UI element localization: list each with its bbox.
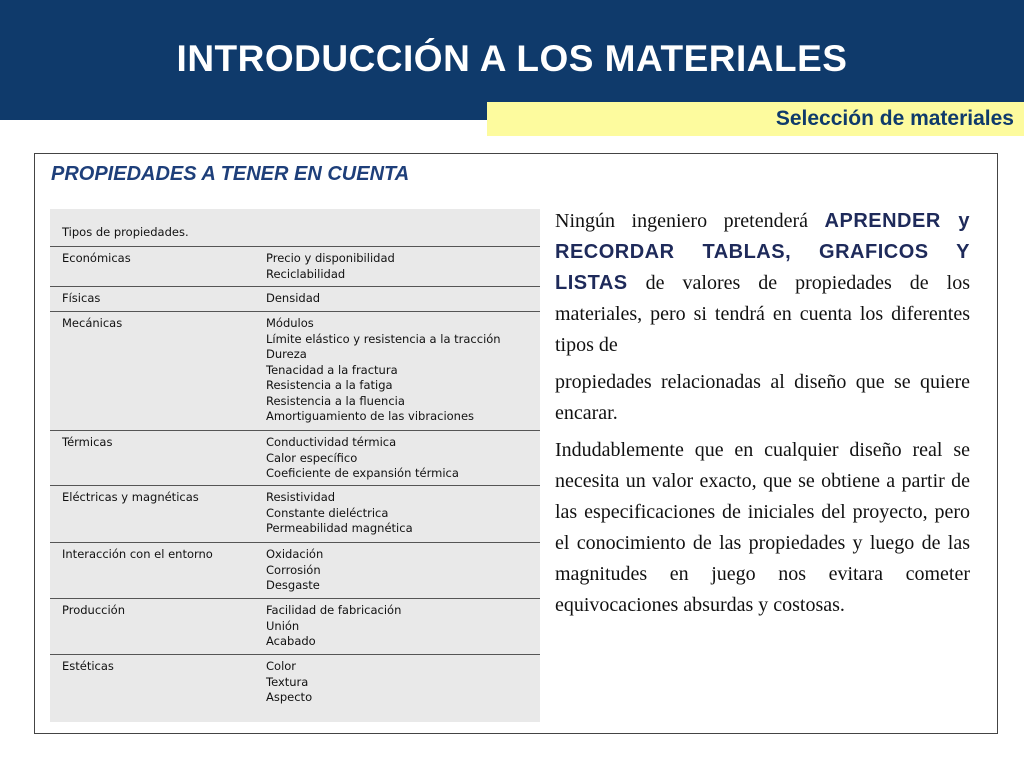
table-property: Corrosión xyxy=(266,562,321,577)
table-property: Facilidad de fabricación xyxy=(266,603,402,617)
table-property: Color xyxy=(266,659,297,673)
table-category: Mecánicas xyxy=(62,316,123,330)
content-box xyxy=(34,153,998,734)
table-properties xyxy=(266,659,312,706)
table-properties xyxy=(266,291,320,307)
table-category: Térmicas xyxy=(62,435,113,449)
paragraph-2: propiedades relacionadas al diseño que se quiere encarar. xyxy=(555,371,970,424)
table-category: Eléctricas y magnéticas xyxy=(62,490,199,504)
body-text xyxy=(555,206,970,627)
table-property: Límite elástico y resistencia a la tracción xyxy=(266,331,501,346)
table-category: Estéticas xyxy=(62,659,114,673)
table-property: Resistencia a la fatiga xyxy=(266,378,393,392)
table-header: Tipos de propiedades. xyxy=(62,225,189,239)
section-title: PROPIEDADES A TENER EN CUENTA xyxy=(51,163,410,185)
table-property: Reciclabilidad xyxy=(266,266,346,281)
paragraph-3: Indudablemente que en cualquier diseño real se necesita un valor exacto, que se obtiene a partir de las especificaciones de iniciales del proyecto, pero el conocimiento de las propiedades y luego de las magnitudes en juego nos evitara cometer equivocaciones absurdas y costosas. xyxy=(555,439,970,616)
paragraph-1-emphasis: APRENDER y RECORDAR TABLAS, GRAFICOS Y LISTAS xyxy=(555,210,971,294)
table-property: Amortiguamiento de las vibraciones xyxy=(266,409,475,423)
table-row xyxy=(50,246,540,287)
table-property: Módulos xyxy=(266,316,314,330)
paragraph-1-intro: Ningún ingeniero pretenderá xyxy=(555,210,808,232)
table-properties xyxy=(266,603,401,650)
table-row xyxy=(50,286,540,312)
slide-title: INTRODUCCIÓN A LOS MATERIALES xyxy=(176,38,848,79)
properties-table xyxy=(50,209,540,722)
slide-subtitle: Selección de materiales xyxy=(775,107,1014,130)
table-category: Producción xyxy=(62,603,125,617)
table-property: Permeabilidad magnética xyxy=(266,521,413,535)
table-category: Económicas xyxy=(62,251,131,265)
table-property: Unión xyxy=(266,618,300,633)
table-property: Resistividad xyxy=(266,490,336,504)
table-row xyxy=(50,311,540,431)
table-properties xyxy=(266,435,459,482)
table-property: Desgaste xyxy=(266,578,320,592)
table-property: Textura xyxy=(266,674,309,689)
table-row xyxy=(50,485,540,543)
table-property: Aspecto xyxy=(266,690,313,704)
table-row xyxy=(50,654,540,723)
table-property: Constante dieléctrica xyxy=(266,505,389,520)
table-category: Físicas xyxy=(62,291,101,305)
table-property: Coeficiente de expansión térmica xyxy=(266,466,459,480)
table-property: Calor específico xyxy=(266,450,358,465)
table-row xyxy=(50,542,540,599)
table-properties xyxy=(266,547,323,594)
table-category: Interacción con el entorno xyxy=(62,547,213,561)
table-property: Tenacidad a la fractura xyxy=(266,362,398,377)
table-properties xyxy=(266,316,501,425)
table-property: Resistencia a la fluencia xyxy=(266,393,405,408)
table-property: Oxidación xyxy=(266,547,324,561)
table-row xyxy=(50,430,540,486)
table-row xyxy=(50,598,540,655)
paragraph-1-rest: de valores de propiedades de los materiales, pero si tendrá en cuenta los diferentes tipos de xyxy=(555,272,970,356)
table-property: Precio y disponibilidad xyxy=(266,251,395,265)
table-property: Densidad xyxy=(266,291,321,305)
subtitle-bar xyxy=(487,102,1024,136)
paragraph-1 xyxy=(555,206,970,361)
table-property: Conductividad térmica xyxy=(266,435,397,449)
table-property: Dureza xyxy=(266,347,307,361)
table-property: Acabado xyxy=(266,634,316,648)
table-properties xyxy=(266,490,413,537)
table-properties xyxy=(266,251,395,282)
